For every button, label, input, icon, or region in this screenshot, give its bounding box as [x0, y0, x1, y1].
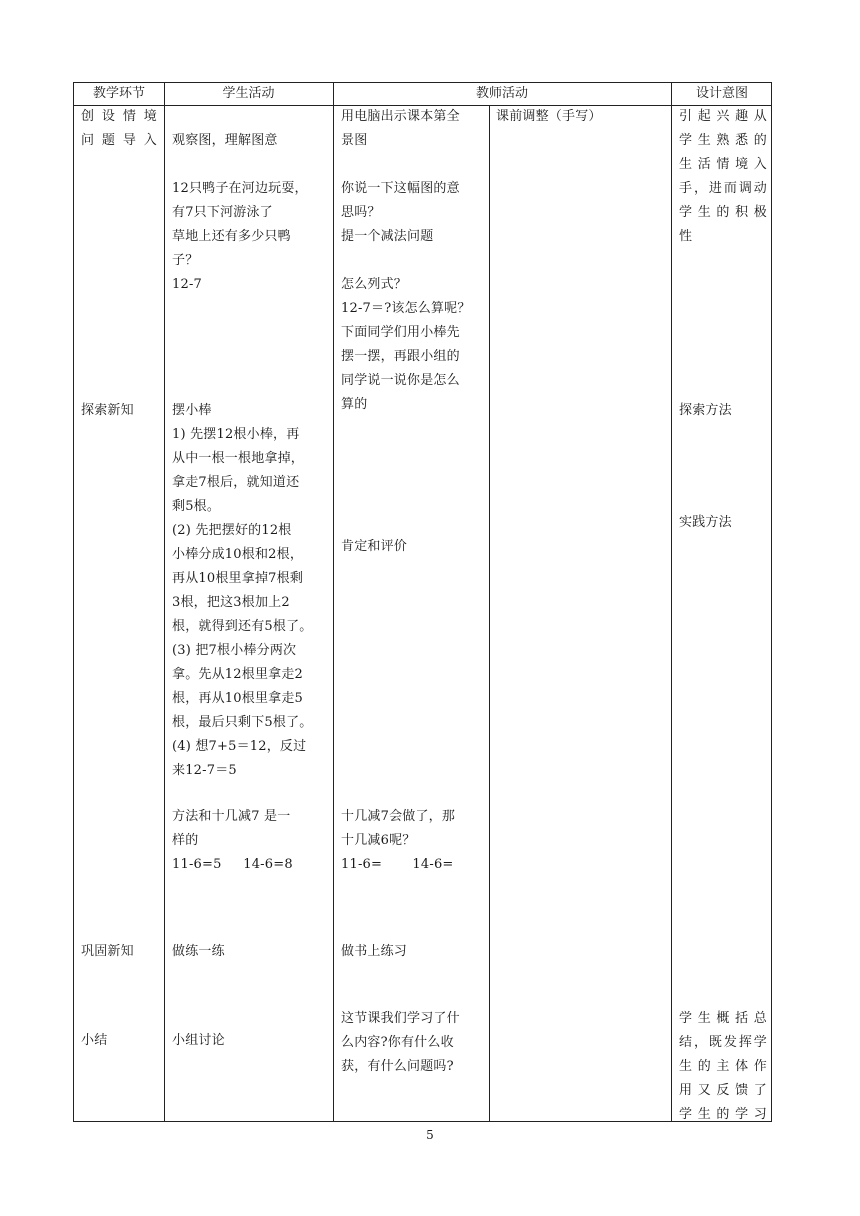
- text-line: (3) 把7根小棒分两次: [172, 643, 297, 658]
- text-line: 根，最后只剩下5根了。: [172, 715, 313, 730]
- stage-summary: 小结: [81, 1033, 108, 1048]
- text-line: (2) 先把摆好的12根: [172, 523, 292, 538]
- stage-explore: 探索新知: [81, 403, 134, 418]
- text-line: 用电脑出示课本第全: [341, 109, 460, 124]
- text-line: 摆一摆，再跟小组的: [341, 349, 460, 364]
- teacher-explore: 肯定和评价: [341, 539, 408, 554]
- text-line: 方法和十几减7 是一: [172, 809, 291, 824]
- text-line: 观察图，理解图意: [172, 133, 278, 148]
- text-line: 生的主体作: [679, 1059, 767, 1074]
- text-line: 算的: [341, 397, 368, 412]
- header-intent: 设计意图: [695, 86, 748, 101]
- intent-summary: [679, 1007, 767, 1127]
- intent-explore-2: 实践方法: [679, 515, 732, 530]
- text-line: 你说一下这幅图的意: [341, 181, 460, 196]
- text-line: 样的: [172, 833, 199, 848]
- student-summary: 小组讨论: [172, 1033, 225, 1048]
- text-line: 12-7＝?该怎么算呢？: [341, 301, 471, 316]
- intent-intro: [679, 105, 767, 249]
- text-line: 这节课我们学习了什: [341, 1011, 460, 1026]
- text-line: 拿。先从12根里拿走2: [172, 667, 304, 682]
- teacher-extend: [341, 805, 483, 877]
- header-student: 学生活动: [222, 86, 275, 101]
- text-line: 同学说一说你是怎么: [341, 373, 460, 388]
- text-line: 生活情境入: [679, 157, 767, 172]
- student-explore: [172, 399, 328, 783]
- header-stage: 教学环节: [92, 86, 145, 101]
- text-line: 么内容?你有什么收: [341, 1035, 454, 1050]
- text-line: 获，有什么问题吗?: [341, 1059, 454, 1074]
- lesson-plan-table: [73, 82, 772, 1122]
- text-line: 结，既发挥学: [679, 1035, 767, 1050]
- teacher-practice: 做书上练习: [341, 944, 408, 959]
- text-line: 拿走7根后，就知道还: [172, 475, 300, 490]
- text-line: 学生熟悉的: [679, 133, 767, 148]
- text-line: 学生的积极: [679, 205, 767, 220]
- student-intro: [172, 129, 328, 297]
- text-line: 11-6= 14-6=: [341, 857, 454, 872]
- text-line: [341, 249, 483, 273]
- text-line: [172, 153, 328, 177]
- stage-practice: 巩固新知: [81, 944, 134, 959]
- text-line: 学生概括总: [679, 1011, 767, 1026]
- text-line: 有7只下河游泳了: [172, 205, 273, 220]
- text-line: 十几减7会做了，那: [341, 809, 456, 824]
- text-line: 怎么列式？: [341, 277, 408, 292]
- column-divider: [333, 83, 334, 1121]
- text-line: 11-6=5 14-6=8: [172, 857, 293, 872]
- text-line: 剩5根。: [172, 499, 221, 514]
- text-line: 手，进而调动: [679, 181, 767, 196]
- text-line: 子？: [172, 253, 199, 268]
- stage-intro: [81, 105, 157, 153]
- text-line: 摆小棒: [172, 403, 212, 418]
- text-line: 十几减6呢？: [341, 833, 416, 848]
- text-line: 性: [679, 229, 693, 244]
- text-line: 来12-7＝5: [172, 763, 237, 778]
- header-teacher: 教师活动: [475, 86, 528, 101]
- text-line: 草地上还有多少只鸭: [172, 229, 291, 244]
- text-line: 12只鸭子在河边玩耍，: [172, 181, 308, 196]
- text-line: 引起兴趣从: [679, 109, 767, 124]
- teacher-summary: [341, 1007, 483, 1079]
- text-line: 用又反馈了: [679, 1083, 767, 1098]
- column-divider: [671, 83, 672, 1121]
- text-line: 小棒分成10根和2根，: [172, 547, 304, 562]
- text-line: 根，就得到还有5根了。: [172, 619, 313, 634]
- text-line: 提一个减法问题: [341, 229, 434, 244]
- student-extend: [172, 805, 328, 877]
- text-line: (4) 想7+5＝12，反过: [172, 739, 307, 754]
- text-line: 12-7: [172, 277, 203, 292]
- text-line: 思吗？: [341, 205, 381, 220]
- text-line: 景图: [341, 133, 368, 148]
- column-divider: [489, 105, 490, 1121]
- text-line: 再从10根里拿掉7根剩: [172, 571, 304, 586]
- stage-intro-line: 问题导入: [81, 133, 157, 148]
- text-line: 根，再从10根里拿走5: [172, 691, 304, 706]
- text-line: 学生的学习: [679, 1107, 767, 1122]
- student-practice: 做练一练: [172, 944, 225, 959]
- page-number: 5: [426, 1128, 434, 1142]
- text-line: 1) 先摆12根小棒，再: [172, 427, 300, 442]
- text-line: 下面同学们用小棒先: [341, 325, 460, 340]
- text-line: [341, 153, 483, 177]
- column-divider: [164, 83, 165, 1121]
- teacher-intro: [341, 105, 483, 417]
- text-line: 从中一根一根地拿掉，: [172, 451, 305, 466]
- intent-explore-1: 探索方法: [679, 403, 732, 418]
- text-line: 3根，把这3根加上2: [172, 595, 290, 610]
- stage-intro-line: 创设情境: [81, 109, 157, 124]
- adjust-note: 课前调整（手写）: [496, 109, 602, 124]
